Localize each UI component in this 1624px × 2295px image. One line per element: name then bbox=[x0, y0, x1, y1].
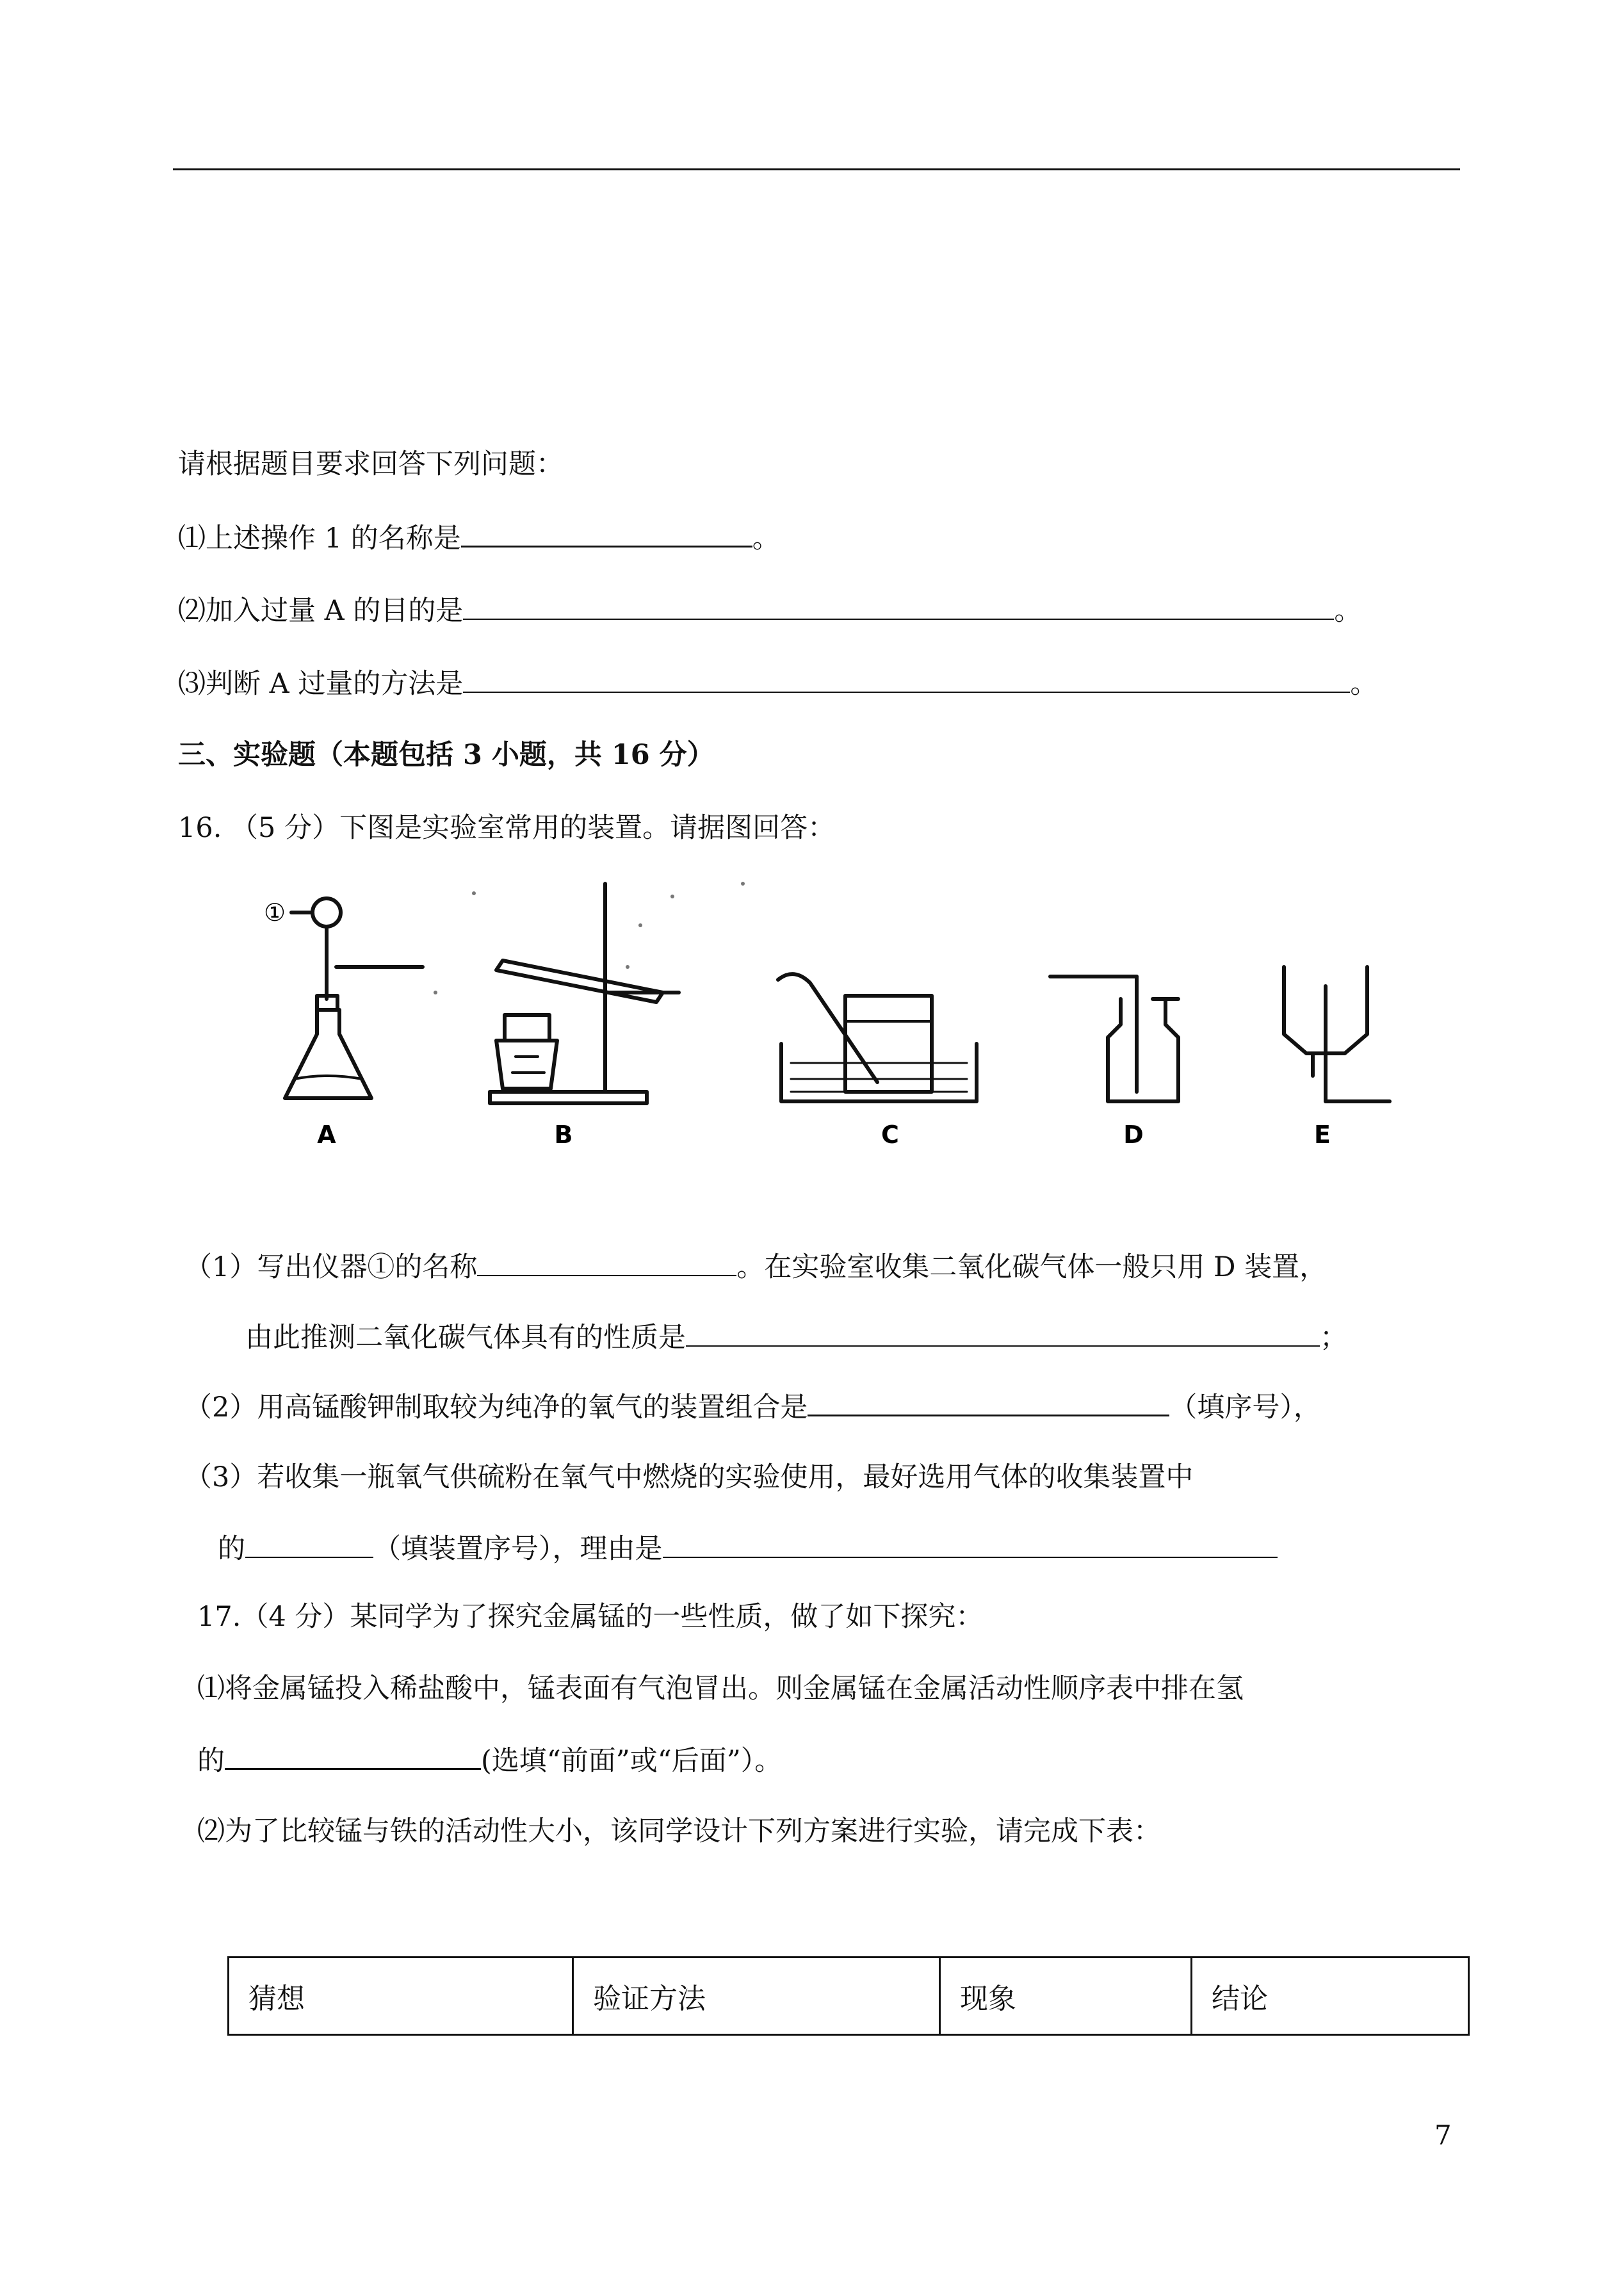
lab-apparatus-figure bbox=[231, 871, 1447, 1153]
q16-part1-end: ； bbox=[1320, 1322, 1347, 1354]
apparatus-label-e: E bbox=[1314, 1121, 1331, 1149]
q17-part1-line2 bbox=[0, 1740, 1624, 1778]
apparatus-a-flask bbox=[285, 898, 423, 1098]
q16-part3-line2-middle: （填装置序号），理由是 bbox=[373, 1533, 663, 1565]
q16-part1-middle: 。在实验室收集二氧化碳气体一般只用 D 装置， bbox=[736, 1251, 1328, 1283]
q16-part3-reason-blank[interactable] bbox=[663, 1529, 1278, 1558]
q16-stem bbox=[0, 809, 1624, 847]
q16-stem-text: 16. （5 分）下图是实验室常用的装置。请据图回答： bbox=[178, 812, 836, 844]
apparatus-label-b: B bbox=[554, 1121, 573, 1149]
apparatus-label-a: A bbox=[317, 1121, 336, 1149]
apparatus-label-c: C bbox=[881, 1121, 899, 1149]
experiment-table bbox=[227, 1956, 1470, 2036]
apparatus-c-trough bbox=[778, 974, 977, 1101]
apparatus-label-d: D bbox=[1123, 1121, 1144, 1149]
q15-part1 bbox=[0, 517, 1624, 556]
section-heading-text: 三、实验题（本题包括 3 小题，共 16 分） bbox=[178, 739, 715, 771]
q16-part1-line2-text: 由此推测二氧化碳气体具有的性质是 bbox=[245, 1322, 686, 1354]
q16-part2-text: （2）用高锰酸钾制取较为纯净的氧气的装置组合是 bbox=[184, 1391, 808, 1423]
apparatus-d-bottle bbox=[1050, 977, 1178, 1101]
q16-part1-line1 bbox=[0, 1247, 1624, 1285]
q16-part2 bbox=[0, 1386, 1624, 1425]
q16-part2-answer-blank[interactable] bbox=[808, 1386, 1169, 1416]
q16-part3-device-blank[interactable] bbox=[245, 1529, 373, 1558]
table-header-conclusion: 结论 bbox=[1192, 1958, 1469, 2035]
section-heading bbox=[0, 736, 1624, 774]
header-rule bbox=[173, 168, 1460, 170]
intro-line bbox=[0, 445, 1624, 483]
q15-part3-answer-blank[interactable] bbox=[463, 663, 1350, 693]
q15-part3 bbox=[0, 663, 1624, 702]
q15-part2-text: ⑵加入过量 A 的目的是 bbox=[178, 595, 464, 627]
table-header-phenomenon: 现象 bbox=[940, 1958, 1192, 2035]
page-number: 7 bbox=[1434, 2120, 1452, 2151]
q16-part1-text: （1）写出仪器①的名称 bbox=[184, 1251, 478, 1283]
table-header-method: 验证方法 bbox=[573, 1958, 940, 2035]
q15-part3-text: ⑶判断 A 过量的方法是 bbox=[178, 668, 464, 700]
q15-part1-text: ⑴上述操作 1 的名称是 bbox=[178, 523, 461, 555]
apparatus-b-stand bbox=[490, 884, 679, 1103]
q17-part2 bbox=[0, 1812, 1624, 1851]
apparatus-marker-1: ① bbox=[264, 898, 286, 927]
q17-part1-text: ⑴将金属锰投入稀盐酸中，锰表面有气泡冒出。则金属锰在金属活动性顺序表中排在氢 bbox=[197, 1673, 1244, 1705]
q15-part2 bbox=[0, 590, 1624, 629]
q16-part3-line2-start: 的 bbox=[218, 1533, 245, 1565]
q16-part2-end: （填序号）， bbox=[1169, 1391, 1321, 1423]
q16-part3-text: （3）若收集一瓶氧气供硫粉在氧气中燃烧的实验使用，最好选用气体的收集装置中 bbox=[184, 1461, 1194, 1493]
q15-part2-end: 。 bbox=[1334, 595, 1362, 627]
intro-text: 请根据题目要求回答下列问题： bbox=[178, 448, 564, 480]
q15-part1-end: 。 bbox=[752, 523, 780, 555]
q16-part3-line2 bbox=[0, 1529, 1624, 1567]
q17-part1-answer-blank[interactable] bbox=[225, 1740, 481, 1770]
table-header-hypothesis: 猜想 bbox=[229, 1958, 573, 2035]
lab-apparatus-svg bbox=[231, 871, 1447, 1153]
q17-part1-line2-end: (选填“前面”或“后面”）。 bbox=[481, 1745, 783, 1777]
q15-part2-answer-blank[interactable] bbox=[463, 590, 1334, 620]
q16-property-answer-blank[interactable] bbox=[686, 1317, 1320, 1347]
q16-part1-line2 bbox=[0, 1317, 1624, 1356]
q15-part1-answer-blank[interactable] bbox=[461, 517, 752, 547]
experiment-table-header-row bbox=[229, 1958, 1469, 2035]
q17-part1-line2-start: 的 bbox=[197, 1745, 225, 1777]
q15-part3-end: 。 bbox=[1350, 668, 1378, 700]
q17-part2-text: ⑵为了比较锰与铁的活动性大小，该同学设计下列方案进行实验，请完成下表： bbox=[197, 1815, 1161, 1847]
q16-part3-line1 bbox=[0, 1458, 1624, 1496]
q17-stem-text: 17.（4 分）某同学为了探究金属锰的一些性质，做了如下探究： bbox=[197, 1601, 984, 1633]
apparatus-e-bottle bbox=[1284, 967, 1390, 1101]
q16-part1-answer-blank[interactable] bbox=[477, 1247, 736, 1276]
q17-part1-line1 bbox=[0, 1669, 1624, 1708]
q17-stem bbox=[0, 1598, 1624, 1636]
